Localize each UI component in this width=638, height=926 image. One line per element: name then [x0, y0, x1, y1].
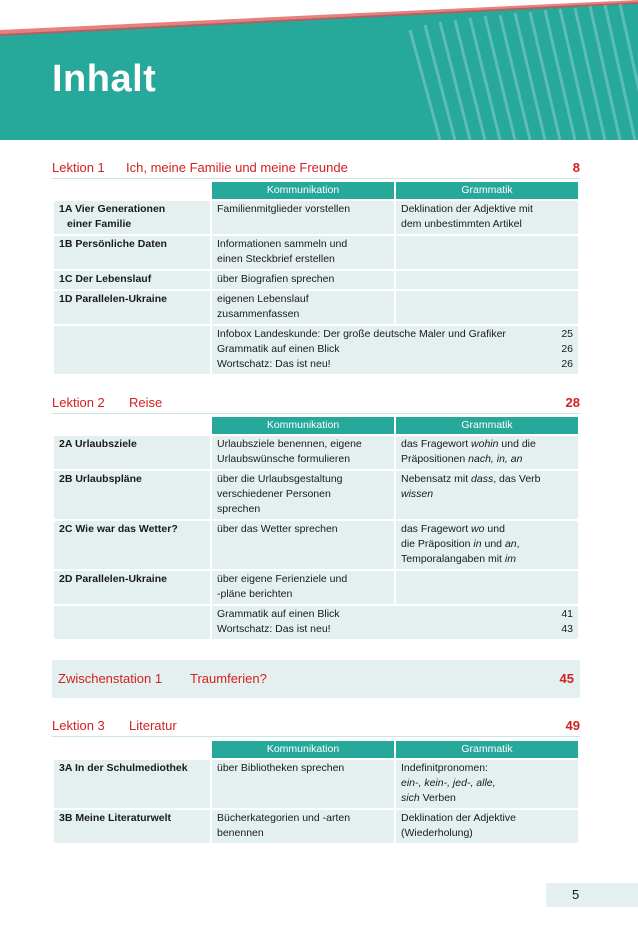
lesson-name: Ich, meine Familie und meine Freunde [126, 160, 348, 175]
kommunikation-cell: über das Wetter sprechen [212, 521, 394, 569]
lesson-1-table [52, 180, 580, 376]
lesson-name: Literatur [129, 718, 177, 733]
extras-row [54, 606, 578, 639]
extras-cell [212, 606, 578, 639]
kommunikation-cell: Urlaubsziele benennen, eigene Urlaubswünsche formulieren [212, 436, 394, 469]
unit-title: 3A In der Schulmediothek [54, 760, 210, 808]
zwischenstation-banner [52, 660, 580, 698]
extras-row [54, 326, 578, 374]
kommunikation-cell: über eigene Ferienziele und -pläne berichten [212, 571, 394, 604]
table-row [54, 436, 578, 469]
kommunikation-cell: Bücherkategorien und -arten benennen [212, 810, 394, 843]
lesson-label: Lektion 2 [52, 395, 105, 410]
lesson-label: Lektion 3 [52, 718, 105, 733]
table-row [54, 810, 578, 843]
heading-divider [52, 178, 580, 179]
zwischenstation-page: 45 [559, 671, 574, 686]
zwischenstation-label: Zwischenstation 1 [58, 671, 163, 686]
unit-title: 2B Urlaubspläne [54, 471, 210, 519]
grammatik-cell: Deklination der Adjektive (Wiederholung) [396, 810, 578, 843]
table-row [54, 271, 578, 289]
unit-title: 1C Der Lebenslauf [54, 271, 210, 289]
grammatik-cell [396, 571, 578, 604]
column-header-kommunikation: Kommunikation [212, 741, 394, 758]
column-header-grammatik: Grammatik [396, 182, 578, 199]
lesson-page: 49 [565, 718, 580, 733]
lesson-2-heading [52, 395, 580, 415]
unit-title: 2D Parallelen-Ukraine [54, 571, 210, 604]
grammatik-cell: das Fragewort wo und die Präposition in und an, Temporalangaben mit im [396, 521, 578, 569]
unit-title: 1A Vier Generationen einer Familie [54, 201, 210, 234]
table-row [54, 471, 578, 519]
table-row [54, 236, 578, 269]
grammatik-cell: das Fragewort wohin und die Präpositionen nach, in, an [396, 436, 578, 469]
extra-entry: Grammatik auf einen Blick 26 [217, 343, 573, 355]
unit-title: 1D Parallelen-Ukraine [54, 291, 210, 324]
grammatik-cell [396, 291, 578, 324]
page-title: Inhalt [52, 58, 157, 100]
lesson-page: 8 [572, 160, 580, 175]
extra-entry: Infobox Landeskunde: Der große deutsche Maler und Grafiker 25 [217, 328, 573, 340]
table-row [54, 571, 578, 604]
page-number-box [546, 883, 638, 907]
table-row [54, 760, 578, 808]
heading-divider [52, 736, 580, 737]
kommunikation-cell: über die Urlaubsgestaltung verschiedener Personen sprechen [212, 471, 394, 519]
kommunikation-cell: über Bibliotheken sprechen [212, 760, 394, 808]
grammatik-cell: Indefinitpronomen: ein-, kein-, jed-, alle, sich Verben [396, 760, 578, 808]
table-row [54, 201, 578, 234]
table-row [54, 521, 578, 569]
unit-title: 2A Urlaubsziele [54, 436, 210, 469]
lesson-page: 28 [565, 395, 580, 410]
lesson-1-heading [52, 160, 580, 180]
column-header-kommunikation: Kommunikation [212, 182, 394, 199]
kommunikation-cell: Informationen sammeln und einen Steckbrief erstellen [212, 236, 394, 269]
header-banner [0, 0, 638, 140]
grammatik-cell: Deklination der Adjektive mit dem unbestimmten Artikel [396, 201, 578, 234]
column-header-grammatik: Grammatik [396, 417, 578, 434]
lesson-2-table [52, 415, 580, 641]
unit-title: 2C Wie war das Wetter? [54, 521, 210, 569]
page-number: 5 [572, 887, 580, 902]
lesson-label: Lektion 1 [52, 160, 105, 175]
kommunikation-cell: über Biografien sprechen [212, 271, 394, 289]
column-header-kommunikation: Kommunikation [212, 417, 394, 434]
kommunikation-cell: eigenen Lebenslauf zusammenfassen [212, 291, 394, 324]
extra-entry: Grammatik auf einen Blick 41 [217, 608, 573, 620]
table-row [54, 291, 578, 324]
extras-cell [212, 326, 578, 374]
extra-entry: Wortschatz: Das ist neu! 43 [217, 623, 573, 635]
column-header-grammatik: Grammatik [396, 741, 578, 758]
lesson-3-table [52, 739, 580, 845]
zwischenstation-name: Traumferien? [190, 671, 267, 686]
extra-entry: Wortschatz: Das ist neu! 26 [217, 358, 573, 370]
unit-title: 1B Persönliche Daten [54, 236, 210, 269]
grammatik-cell [396, 271, 578, 289]
kommunikation-cell: Familienmitglieder vorstellen [212, 201, 394, 234]
unit-title: 3B Meine Literaturwelt [54, 810, 210, 843]
lesson-name: Reise [129, 395, 163, 410]
heading-divider [52, 413, 580, 414]
grammatik-cell [396, 236, 578, 269]
lesson-3-heading [52, 718, 580, 738]
grammatik-cell: Nebensatz mit dass, das Verb wissen [396, 471, 578, 519]
